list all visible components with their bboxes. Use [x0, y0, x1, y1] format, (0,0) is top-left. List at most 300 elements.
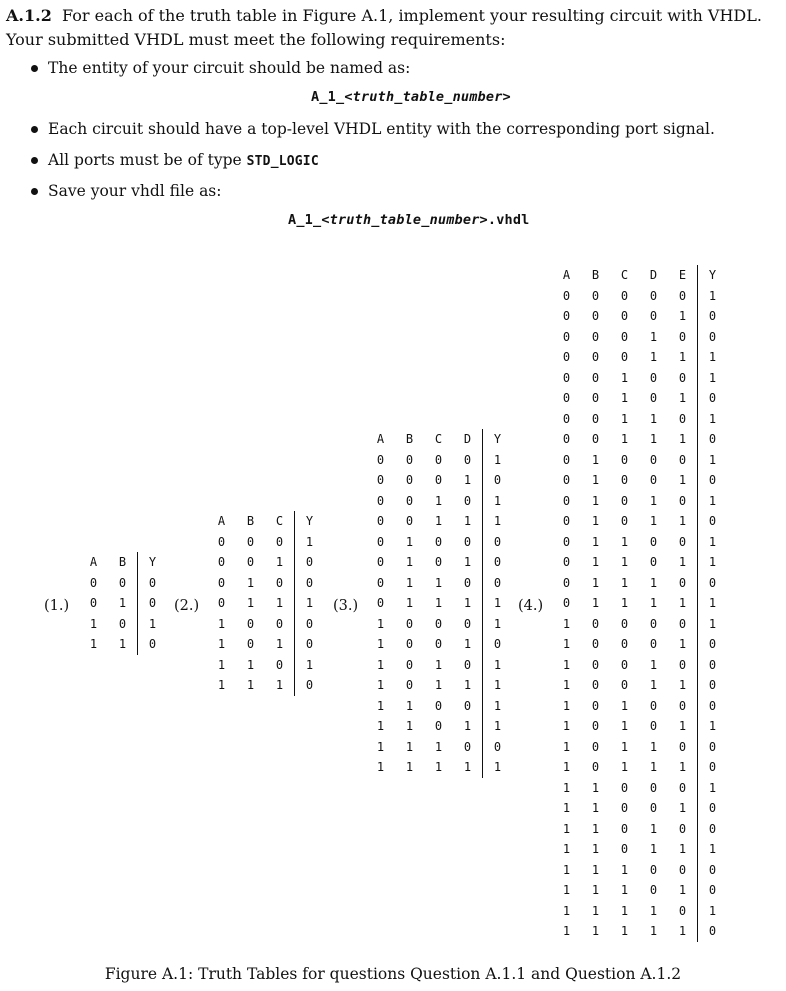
output-cell: 1 [698, 409, 728, 430]
output-cell: 1 [698, 286, 728, 307]
output-cell: 0 [698, 634, 728, 655]
output-cell: 0 [698, 306, 728, 327]
input-header: E [678, 268, 687, 283]
truth-table-4 [552, 265, 727, 942]
input-cell: 0 [620, 801, 629, 816]
table-row [79, 614, 167, 635]
input-cell: 0 [405, 616, 414, 631]
input-header: C [275, 514, 284, 529]
output-cell: 1 [698, 552, 728, 573]
input-cell: 0 [591, 719, 600, 734]
input-cell: 1 [562, 883, 571, 898]
input-cell: 1 [376, 719, 385, 734]
input-cell: 0 [562, 432, 571, 447]
input-cell: 0 [562, 350, 571, 365]
input-cell: 1 [591, 842, 600, 857]
input-cell: 0 [89, 596, 98, 611]
table-row [366, 614, 512, 635]
input-cell: 0 [591, 411, 600, 426]
output-cell: 1 [698, 778, 728, 799]
table-row [552, 901, 727, 922]
input-cell: 0 [405, 452, 414, 467]
table-row [552, 634, 727, 655]
output-cell: 1 [483, 675, 513, 696]
input-cell: 1 [562, 657, 571, 672]
input-cell: 0 [620, 473, 629, 488]
input-cell: 1 [434, 493, 443, 508]
table-header-row [79, 552, 167, 573]
table-row [366, 532, 512, 553]
input-cell: 0 [649, 309, 658, 324]
input-cell: 1 [649, 842, 658, 857]
section-paragraph [6, 4, 782, 52]
input-cell: 1 [678, 883, 687, 898]
output-cell: 1 [138, 614, 168, 635]
input-cell: 0 [118, 575, 127, 590]
requirement-item [31, 150, 319, 172]
input-cell: 1 [463, 473, 472, 488]
input-cell: 1 [591, 596, 600, 611]
input-cell: 0 [649, 862, 658, 877]
input-cell: 0 [678, 903, 687, 918]
input-cell: 0 [118, 616, 127, 631]
truth-table-2 [207, 511, 324, 696]
input-cell: 0 [463, 739, 472, 754]
input-cell: 1 [562, 780, 571, 795]
input-header: B [591, 268, 600, 283]
input-cell: 1 [678, 637, 687, 652]
input-cell: 1 [620, 903, 629, 918]
output-cell: 0 [698, 757, 728, 778]
input-cell: 1 [620, 760, 629, 775]
output-cell: 0 [295, 573, 325, 594]
output-cell: 1 [483, 593, 513, 614]
output-cell: 0 [698, 573, 728, 594]
input-cell: 1 [562, 760, 571, 775]
input-cell: 0 [562, 473, 571, 488]
table-row [366, 696, 512, 717]
input-cell: 1 [649, 411, 658, 426]
section-text: For each of the truth table in Figure A.1, implement your resulting circuit with VHDL. Your submitted VHDL must meet the following requirements: [6, 6, 762, 49]
input-cell: 1 [620, 411, 629, 426]
input-header: A [217, 514, 226, 529]
file-name-variable: <truth_table_number> [321, 212, 488, 228]
input-cell: 0 [591, 329, 600, 344]
input-cell: 1 [678, 801, 687, 816]
output-cell: 1 [698, 491, 728, 512]
input-cell: 1 [562, 924, 571, 939]
input-cell: 1 [246, 678, 255, 693]
output-cell: 1 [698, 839, 728, 860]
input-cell: 1 [376, 760, 385, 775]
table-row [366, 655, 512, 676]
input-cell: 1 [678, 924, 687, 939]
input-cell: 0 [620, 780, 629, 795]
table-1-label: (1.) [44, 598, 70, 614]
input-cell: 0 [434, 534, 443, 549]
input-cell: 0 [620, 616, 629, 631]
input-cell: 0 [649, 534, 658, 549]
input-cell: 1 [217, 637, 226, 652]
output-cell: 0 [138, 573, 168, 594]
table-row [552, 532, 727, 553]
table-row [79, 593, 167, 614]
input-cell: 0 [649, 637, 658, 652]
input-cell: 1 [118, 637, 127, 652]
table-row [207, 552, 324, 573]
input-cell: 0 [649, 288, 658, 303]
input-cell: 1 [620, 432, 629, 447]
input-cell: 0 [649, 780, 658, 795]
table-row [207, 634, 324, 655]
input-cell: 0 [562, 411, 571, 426]
input-cell: 0 [678, 411, 687, 426]
input-cell: 1 [649, 678, 658, 693]
bullet-icon [31, 188, 38, 195]
input-cell: 0 [405, 678, 414, 693]
input-cell: 1 [591, 534, 600, 549]
input-cell: 0 [376, 596, 385, 611]
output-cell: 1 [483, 450, 513, 471]
table-row [552, 716, 727, 737]
input-cell: 1 [620, 596, 629, 611]
input-cell: 1 [376, 678, 385, 693]
bullet-icon [31, 126, 38, 133]
table-row [552, 593, 727, 614]
output-cell: 0 [698, 655, 728, 676]
input-cell: 0 [562, 329, 571, 344]
table-row [552, 880, 727, 901]
output-cell: 1 [698, 901, 728, 922]
input-cell: 0 [591, 739, 600, 754]
file-name-suffix: .vhdl [487, 212, 530, 228]
input-cell: 1 [649, 821, 658, 836]
table-row [552, 429, 727, 450]
table-row [552, 327, 727, 348]
output-cell: 0 [698, 737, 728, 758]
input-cell: 1 [678, 350, 687, 365]
input-cell: 0 [463, 534, 472, 549]
input-cell: 1 [562, 821, 571, 836]
input-cell: 1 [649, 329, 658, 344]
input-cell: 1 [405, 534, 414, 549]
input-header: D [649, 268, 658, 283]
input-cell: 0 [562, 391, 571, 406]
output-cell: 0 [295, 614, 325, 635]
input-cell: 1 [463, 760, 472, 775]
input-cell: 0 [678, 698, 687, 713]
table-row [552, 491, 727, 512]
input-cell: 0 [620, 821, 629, 836]
input-cell: 1 [405, 739, 414, 754]
output-cell: 0 [295, 552, 325, 573]
input-cell: 0 [591, 698, 600, 713]
input-cell: 0 [649, 391, 658, 406]
input-cell: 0 [620, 678, 629, 693]
table-header-row [207, 511, 324, 532]
requirement-item [31, 181, 221, 201]
input-cell: 0 [434, 473, 443, 488]
input-cell: 0 [620, 309, 629, 324]
input-cell: 1 [434, 678, 443, 693]
input-cell: 1 [620, 555, 629, 570]
table-row [552, 778, 727, 799]
table-header-row [552, 265, 727, 286]
input-cell: 0 [620, 514, 629, 529]
input-cell: 1 [434, 575, 443, 590]
table-row [79, 573, 167, 594]
output-cell: 1 [698, 593, 728, 614]
output-cell: 0 [483, 470, 513, 491]
input-cell: 0 [562, 370, 571, 385]
input-cell: 0 [620, 329, 629, 344]
input-header: C [620, 268, 629, 283]
input-cell: 0 [405, 493, 414, 508]
input-cell: 1 [591, 452, 600, 467]
input-cell: 0 [678, 739, 687, 754]
input-cell: 1 [620, 862, 629, 877]
input-cell: 1 [562, 637, 571, 652]
table-row [552, 696, 727, 717]
input-cell: 0 [562, 309, 571, 324]
input-cell: 0 [463, 616, 472, 631]
input-cell: 1 [678, 432, 687, 447]
input-cell: 0 [620, 288, 629, 303]
input-cell: 1 [678, 309, 687, 324]
input-cell: 1 [620, 370, 629, 385]
figure-caption: Figure A.1: Truth Tables for questions Question A.1.1 and Question A.1.2 [104, 965, 682, 983]
input-cell: 1 [275, 555, 284, 570]
input-cell: 1 [434, 657, 443, 672]
input-cell: 0 [562, 493, 571, 508]
input-cell: 0 [678, 534, 687, 549]
input-cell: 1 [620, 924, 629, 939]
input-cell: 1 [649, 596, 658, 611]
input-cell: 1 [463, 596, 472, 611]
input-cell: 1 [649, 493, 658, 508]
output-cell: 1 [698, 716, 728, 737]
table-row [366, 450, 512, 471]
input-cell: 1 [562, 842, 571, 857]
requirement-item [31, 58, 410, 78]
input-cell: 1 [275, 678, 284, 693]
input-cell: 1 [678, 555, 687, 570]
output-cell: 0 [698, 819, 728, 840]
input-cell: 1 [620, 534, 629, 549]
input-cell: 1 [591, 924, 600, 939]
truth-table-3 [366, 429, 512, 778]
table-row [552, 655, 727, 676]
input-cell: 0 [678, 452, 687, 467]
requirement-text: All ports must be of type [48, 151, 247, 169]
input-cell: 1 [620, 883, 629, 898]
input-cell: 0 [376, 575, 385, 590]
input-cell: 1 [591, 780, 600, 795]
table-row [552, 839, 727, 860]
input-cell: 0 [678, 329, 687, 344]
output-cell: 1 [295, 532, 325, 553]
input-cell: 1 [678, 678, 687, 693]
input-cell: 1 [89, 616, 98, 631]
input-cell: 0 [376, 555, 385, 570]
table-header-row [366, 429, 512, 450]
input-cell: 0 [463, 698, 472, 713]
output-cell: 0 [483, 634, 513, 655]
file-name-prefix: A_1_ [288, 212, 322, 228]
output-cell: 1 [698, 347, 728, 368]
input-cell: 1 [463, 678, 472, 693]
input-cell: 1 [405, 555, 414, 570]
input-cell: 1 [275, 637, 284, 652]
input-cell: 1 [649, 903, 658, 918]
input-cell: 0 [591, 657, 600, 672]
input-cell: 1 [620, 575, 629, 590]
input-cell: 1 [649, 575, 658, 590]
input-cell: 1 [376, 698, 385, 713]
output-cell: 0 [483, 573, 513, 594]
table-row [552, 614, 727, 635]
input-cell: 0 [620, 350, 629, 365]
input-cell: 0 [649, 473, 658, 488]
table-row [552, 286, 727, 307]
output-cell: 0 [295, 675, 325, 696]
input-cell: 1 [649, 432, 658, 447]
input-cell: 0 [376, 514, 385, 529]
input-cell: 1 [376, 739, 385, 754]
output-cell: 1 [698, 614, 728, 635]
input-cell: 0 [678, 288, 687, 303]
input-cell: 1 [678, 842, 687, 857]
input-cell: 1 [246, 657, 255, 672]
input-cell: 1 [463, 514, 472, 529]
output-cell: 1 [483, 757, 513, 778]
table-2-label: (2.) [174, 598, 200, 614]
input-cell: 0 [463, 493, 472, 508]
input-cell: 1 [434, 596, 443, 611]
input-cell: 1 [591, 903, 600, 918]
input-cell: 1 [463, 555, 472, 570]
entity-name-prefix: A_1_ [311, 89, 345, 105]
requirement-text: Each circuit should have a top-level VHDL entity with the corresponding port signal. [48, 120, 715, 138]
input-header: A [376, 432, 385, 447]
input-cell: 0 [562, 514, 571, 529]
input-cell: 1 [246, 575, 255, 590]
input-cell: 1 [405, 596, 414, 611]
requirement-text: The entity of your circuit should be named as: [48, 59, 411, 77]
input-cell: 0 [434, 637, 443, 652]
input-cell: 0 [405, 657, 414, 672]
input-cell: 1 [562, 862, 571, 877]
table-row [552, 552, 727, 573]
input-cell: 0 [649, 801, 658, 816]
input-cell: 0 [678, 493, 687, 508]
input-cell: 1 [649, 514, 658, 529]
input-cell: 1 [562, 616, 571, 631]
output-cell: 0 [483, 532, 513, 553]
input-cell: 0 [217, 575, 226, 590]
output-cell: 1 [483, 655, 513, 676]
input-cell: 1 [463, 637, 472, 652]
input-cell: 0 [649, 698, 658, 713]
input-cell: 1 [217, 657, 226, 672]
table-row [552, 450, 727, 471]
table-row [552, 798, 727, 819]
table-row [552, 511, 727, 532]
output-cell: 0 [698, 880, 728, 901]
input-cell: 0 [562, 534, 571, 549]
input-cell: 0 [620, 493, 629, 508]
table-row [366, 737, 512, 758]
input-cell: 1 [376, 657, 385, 672]
input-cell: 1 [649, 739, 658, 754]
input-header: B [118, 555, 127, 570]
input-cell: 1 [591, 575, 600, 590]
input-cell: 0 [217, 555, 226, 570]
input-cell: 1 [649, 350, 658, 365]
input-cell: 0 [591, 637, 600, 652]
input-header: A [89, 555, 98, 570]
table-row [207, 675, 324, 696]
input-cell: 1 [649, 657, 658, 672]
input-cell: 0 [246, 534, 255, 549]
input-cell: 1 [620, 719, 629, 734]
input-cell: 0 [463, 452, 472, 467]
input-cell: 0 [405, 514, 414, 529]
input-header: B [405, 432, 414, 447]
input-cell: 1 [620, 739, 629, 754]
input-cell: 1 [405, 575, 414, 590]
bullet-icon [31, 65, 38, 72]
output-cell: 0 [483, 552, 513, 573]
table-row [552, 347, 727, 368]
input-header: D [463, 432, 472, 447]
input-cell: 1 [591, 473, 600, 488]
input-cell: 0 [217, 596, 226, 611]
input-cell: 0 [591, 616, 600, 631]
input-cell: 0 [678, 862, 687, 877]
input-cell: 1 [678, 719, 687, 734]
input-cell: 0 [649, 616, 658, 631]
output-cell: 0 [698, 675, 728, 696]
input-cell: 0 [275, 575, 284, 590]
table-row [552, 819, 727, 840]
input-cell: 0 [591, 678, 600, 693]
input-cell: 1 [591, 883, 600, 898]
input-cell: 0 [620, 842, 629, 857]
input-cell: 1 [434, 760, 443, 775]
input-cell: 1 [405, 698, 414, 713]
table-3-label: (3.) [333, 598, 359, 614]
truth-table-1 [79, 552, 167, 655]
input-header: C [434, 432, 443, 447]
input-cell: 1 [620, 391, 629, 406]
input-cell: 0 [376, 473, 385, 488]
input-cell: 0 [434, 698, 443, 713]
requirement-item [31, 119, 715, 139]
input-cell: 0 [434, 452, 443, 467]
input-cell: 0 [678, 657, 687, 672]
output-cell: 1 [483, 491, 513, 512]
input-cell: 0 [246, 616, 255, 631]
input-cell: 1 [649, 760, 658, 775]
entity-name-code [311, 89, 511, 105]
input-cell: 0 [649, 719, 658, 734]
input-cell: 0 [89, 575, 98, 590]
input-cell: 0 [562, 596, 571, 611]
input-cell: 1 [246, 596, 255, 611]
input-cell: 0 [591, 432, 600, 447]
output-cell: 1 [698, 532, 728, 553]
